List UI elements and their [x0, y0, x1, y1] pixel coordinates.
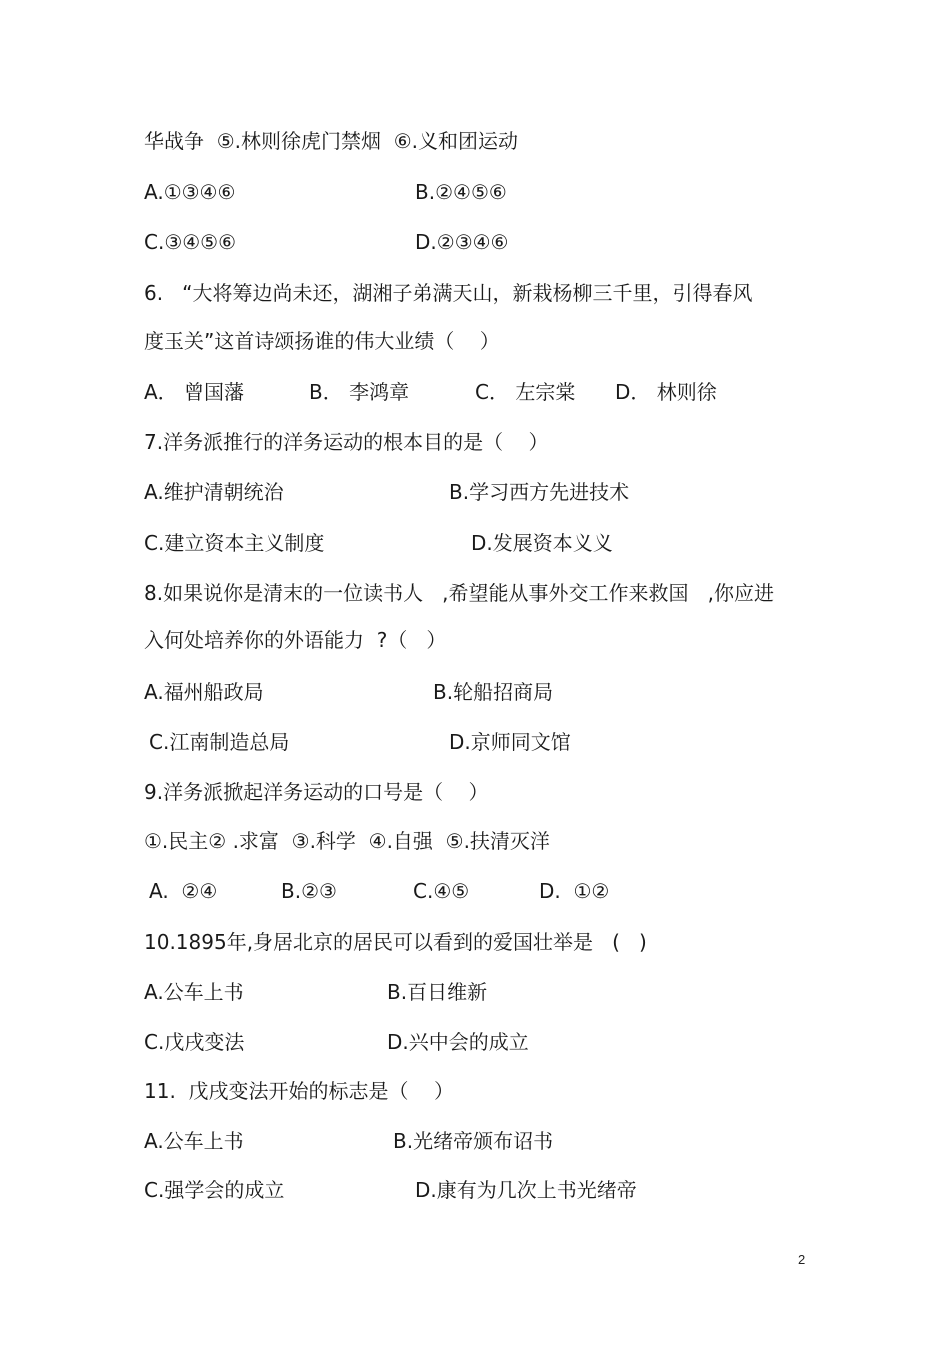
option-c: C． 左宗棠	[475, 380, 576, 404]
question-stem: 8.如果说你是清末的一位读书人 ,希望能从事外交工作来救国 ,你应进	[144, 581, 774, 605]
option-d: D. ①②	[539, 879, 610, 903]
text-line: 华战争 ⑤.林则徐虎门禁烟 ⑥.义和团运动	[144, 129, 519, 153]
option-a: A.公车上书	[144, 980, 244, 1004]
option-b: B.②④⑤⑥	[415, 180, 507, 204]
option-d: D.京师同文馆	[449, 730, 571, 754]
option-b: B.②③	[281, 879, 337, 903]
question-choices: ①.民主② .求富 ③.科学 ④.自强 ⑤.扶清灭洋	[144, 829, 550, 853]
page-number: 2	[798, 1252, 806, 1267]
question-stem: 11. 戊戌变法开始的标志是（ ）	[144, 1079, 454, 1103]
option-a: A.公车上书	[144, 1129, 244, 1153]
option-d: D.兴中会的成立	[387, 1030, 529, 1054]
option-b: B.百日维新	[387, 980, 488, 1004]
question-stem: 6. “大将筹边尚未还，湖湘子弟满天山，新栽杨柳三千里，引得春风	[144, 281, 753, 305]
option-b: B． 李鸿章	[309, 380, 410, 404]
option-d: D.康有为几次上书光绪帝	[415, 1178, 637, 1202]
question-stem: 7.洋务派推行的洋务运动的根本目的是（ ）	[144, 430, 549, 454]
option-c: C.强学会的成立	[144, 1178, 285, 1202]
question-stem: 10.1895年,身居北京的居民可以看到的爱国壮举是 ( )	[144, 930, 647, 954]
option-d: D.②③④⑥	[415, 230, 509, 254]
option-a: A. ②④	[149, 879, 218, 903]
option-b: B.光绪帝颁布诏书	[393, 1129, 554, 1153]
question-stem: 9.洋务派掀起洋务运动的口号是（ ）	[144, 780, 489, 804]
question-stem: 度玉关”这首诗颂扬谁的伟大业绩（ ）	[144, 329, 500, 353]
question-stem: 入何处培养你的外语能力 ?（ ）	[144, 628, 447, 652]
option-c: C.建立资本主义制度	[144, 531, 325, 555]
option-c: C.江南制造总局	[149, 730, 290, 754]
option-d: D.发展资本义义	[471, 531, 613, 555]
option-d: D． 林则徐	[615, 380, 717, 404]
option-c: C.④⑤	[413, 879, 470, 903]
option-a: A． 曾国藩	[144, 380, 245, 404]
option-a: A.福州船政局	[144, 680, 264, 704]
option-c: C.戊戌变法	[144, 1030, 245, 1054]
option-a: A.①③④⑥	[144, 180, 236, 204]
option-b: B.轮船招商局	[433, 680, 554, 704]
option-a: A.维护清朝统治	[144, 480, 284, 504]
option-c: C.③④⑤⑥	[144, 230, 237, 254]
option-b: B.学习西方先进技术	[449, 480, 630, 504]
